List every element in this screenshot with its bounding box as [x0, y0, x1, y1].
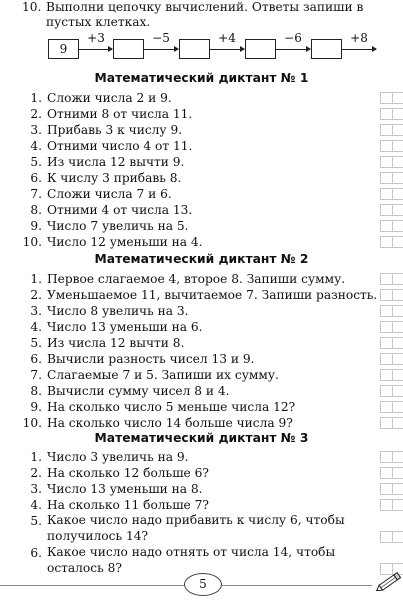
chain-arrow: [342, 49, 376, 50]
chain-answer-box[interactable]: [311, 39, 342, 59]
chain-arrow: [79, 49, 112, 50]
list-item: 3. Прибавь 3 к числу 9.: [0, 122, 403, 138]
answer-cells[interactable]: [380, 220, 403, 232]
list-item: 5. Из числа 12 вычти 8.: [0, 335, 403, 351]
answer-cells[interactable]: [380, 305, 403, 317]
answer-cells[interactable]: [380, 417, 403, 429]
page-number: 5: [184, 573, 222, 596]
task-text: Выполни цепочку вычислений. Ответы запиши в пустых клетках.: [46, 0, 364, 29]
answer-cells[interactable]: [380, 236, 403, 248]
list-item: 5. Какое число надо прибавить к числу 6, чтобы получилось 14?: [0, 513, 403, 545]
answer-cells[interactable]: [380, 92, 403, 104]
chain-operation: +3: [87, 31, 105, 45]
list-item: 9. На сколько число 5 меньше числа 12?: [0, 399, 403, 415]
list-item: 10. Число 12 уменьши на 4.: [0, 234, 403, 250]
answer-cells[interactable]: [380, 289, 403, 301]
list-item: 8. Отними 4 от числа 13.: [0, 202, 403, 218]
chain-operation: +4: [218, 31, 236, 45]
answer-cells[interactable]: [380, 321, 403, 333]
list-item: 9. Число 7 увеличь на 5.: [0, 218, 403, 234]
list-item: 7. Слагаемые 7 и 5. Запиши их сумму.: [0, 367, 403, 383]
chain-answer-box[interactable]: [179, 39, 210, 59]
answer-cells[interactable]: [380, 140, 403, 152]
list-item: 8. Вычисли сумму чисел 8 и 4.: [0, 383, 403, 399]
dictation-1-title: Математический диктант № 1: [94, 71, 309, 85]
chain-operation: −6: [284, 31, 302, 45]
answer-cells[interactable]: [380, 401, 403, 413]
list-item: 1. Первое слагаемое 4, второе 8. Запиши сумму.: [0, 271, 403, 287]
answer-cells[interactable]: [380, 385, 403, 397]
list-item: 6. Какое число надо отнять от числа 14, чтобы осталось 8?: [0, 545, 403, 577]
list-item: 4. Отними число 4 от 11.: [0, 138, 403, 154]
answer-cells[interactable]: [380, 499, 403, 511]
task-number: 10.: [22, 0, 42, 14]
list-item: 2. Уменьшаемое 11, вычитаемое 7. Запиши разность.: [0, 287, 403, 303]
answer-cells[interactable]: [380, 531, 403, 543]
chain-arrow: [210, 49, 244, 50]
answer-cells[interactable]: [380, 451, 403, 463]
answer-cells[interactable]: [380, 273, 403, 285]
answer-cells[interactable]: [380, 353, 403, 365]
list-item: 1. Сложи числа 2 и 9.: [0, 90, 403, 106]
chain-arrow: [276, 49, 310, 50]
chain-operation: −5: [152, 31, 170, 45]
chain-arrow: [144, 49, 178, 50]
list-item: 4. На сколько 11 больше 7?: [0, 497, 403, 513]
answer-cells[interactable]: [380, 108, 403, 120]
list-item: 6. К числу 3 прибавь 8.: [0, 170, 403, 186]
answer-cells[interactable]: [380, 467, 403, 479]
list-item: 4. Число 13 уменьши на 6.: [0, 319, 403, 335]
chain-operation: +8: [350, 31, 368, 45]
list-item: 10. На сколько число 14 больше числа 9?: [0, 415, 403, 431]
list-item: 3. Число 8 увеличь на 3.: [0, 303, 403, 319]
chain-start-box: 9: [48, 39, 79, 59]
answer-cells[interactable]: [380, 172, 403, 184]
chain-answer-box[interactable]: [245, 39, 276, 59]
answer-cells[interactable]: [380, 337, 403, 349]
list-item: 5. Из числа 12 вычти 9.: [0, 154, 403, 170]
answer-cells[interactable]: [380, 156, 403, 168]
answer-cells[interactable]: [380, 188, 403, 200]
list-item: 6. Вычисли разность чисел 13 и 9.: [0, 351, 403, 367]
answer-cells[interactable]: [380, 483, 403, 495]
answer-cells[interactable]: [380, 369, 403, 381]
chain-answer-box[interactable]: [113, 39, 144, 59]
dictation-3-title: Математический диктант № 3: [94, 431, 309, 445]
list-item: 2. Отними 8 от числа 11.: [0, 106, 403, 122]
list-item: 2. На сколько 12 больше 6?: [0, 465, 403, 481]
footer-rule-left: [0, 585, 184, 586]
list-item: 7. Сложи числа 7 и 6.: [0, 186, 403, 202]
answer-cells[interactable]: [380, 124, 403, 136]
answer-cells[interactable]: [380, 204, 403, 216]
pencil-icon: [374, 571, 403, 593]
footer-rule-right: [222, 585, 372, 586]
dictation-2-title: Математический диктант № 2: [94, 252, 309, 266]
calculation-chain: [48, 32, 388, 60]
list-item: 3. Число 13 уменьши на 8.: [0, 481, 403, 497]
list-item: 1. Число 3 увеличь на 9.: [0, 449, 403, 465]
